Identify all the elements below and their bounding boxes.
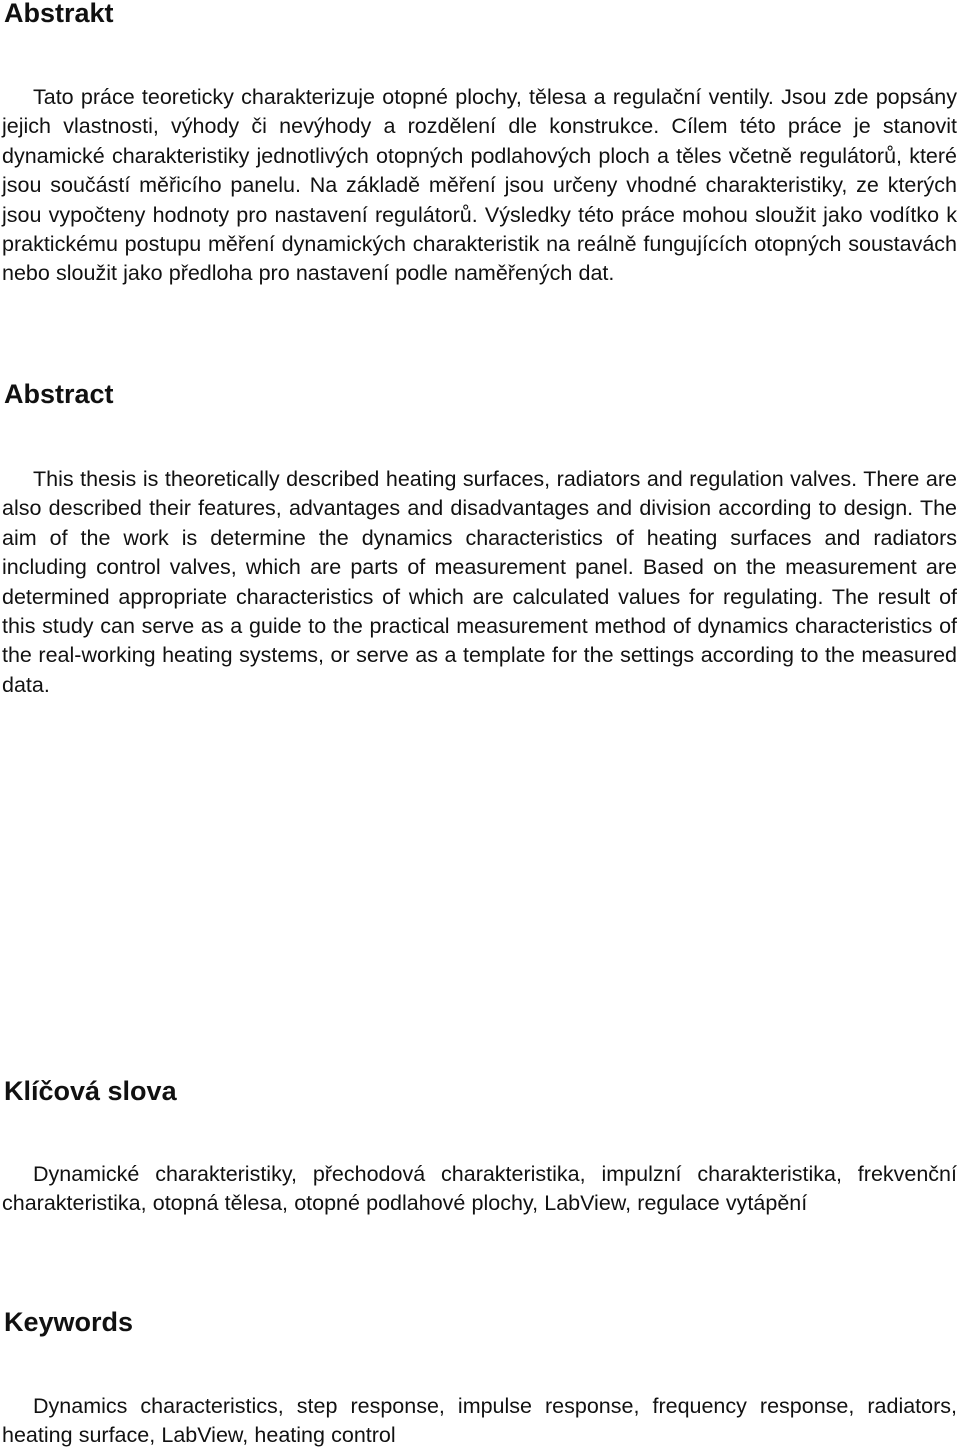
klicova-slova-paragraph: Dynamické charakteristiky, přechodová charakteristika, impulzní charakteristika, frekvenční charakteristika, otopná tělesa, otopné podlahové plochy, LabView, regulace vytápění	[2, 1162, 957, 1216]
keywords-heading: Keywords	[4, 1307, 134, 1337]
abstrakt-heading: Abstrakt	[4, 0, 114, 28]
abstract-heading: Abstract	[4, 379, 114, 409]
abstrakt-paragraph: Tato práce teoreticky charakterizuje otopné plochy, tělesa a regulační ventily. Jsou zde popsány jejich vlastnosti, výhody či nevýhody a rozdělení dle konstrukce. Cílem této práce je stanovit dynamické charakteristiky jednotlivých otopných podlahových ploch a těles včetně regulátorů, které jsou součástí měřicího panelu. Na základě měření jsou určeny vhodné charakteristiky, ze kterých jsou vypočteny hodnoty pro nastavení regulátorů. Výsledky této práce mohou sloužit jako vodítko k praktickému postupu měření dynamických charakteristik na reálně fungujících otopných soustavách nebo sloužit jako předloha pro nastavení podle naměřených dat.	[2, 85, 957, 286]
abstract-paragraph: This thesis is theoretically described heating surfaces, radiators and regulation valves. There are also described their features, advantages and disadvantages and division according to design. The aim of the work is determine the dynamics characteristics of heating surfaces and radiators including control valves, which are parts of measurement panel. Based on the measurement are determined appropriate characteristics of which are calculated values for regulating. The result of this study can serve as a guide to the practical measurement method of dynamics characteristics of the real-working heating systems, or serve as a template for the settings according to the measured data.	[2, 467, 957, 697]
keywords-paragraph: Dynamics characteristics, step response, impulse response, frequency response, radiators, heating surface, LabView, heating control	[2, 1394, 957, 1448]
klicova-slova-heading: Klíčová slova	[4, 1076, 177, 1106]
